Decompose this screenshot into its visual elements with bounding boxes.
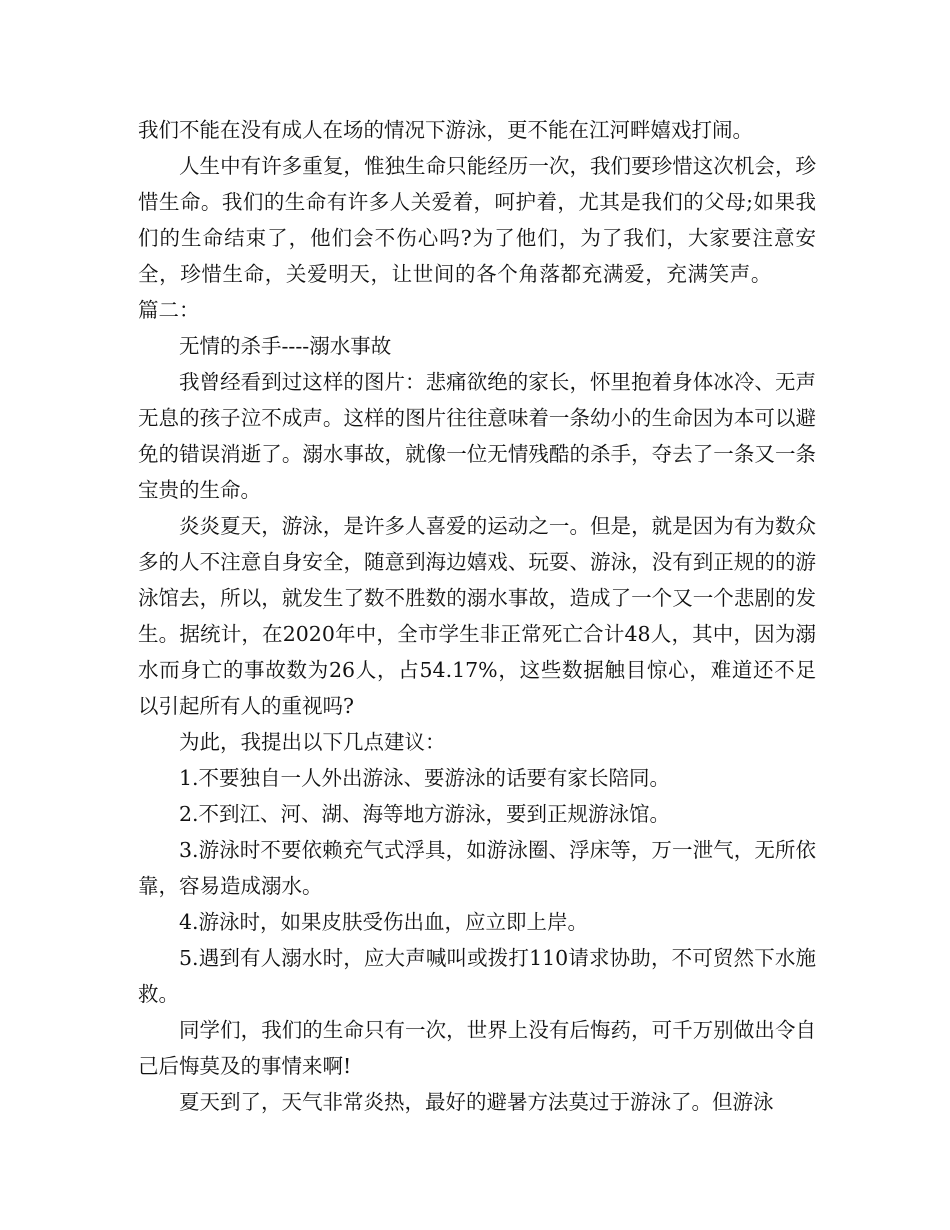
suggestion-item-2: 2.不到江、河、湖、海等地方游泳，要到正规游泳馆。 bbox=[179, 802, 671, 826]
paragraph-suggestions-intro: 为此，我提出以下几点建议： bbox=[179, 730, 446, 754]
section-label-part-two: 篇二： bbox=[138, 298, 200, 322]
suggestion-item-4: 4.游泳时，如果皮肤受伤出血，应立即上岸。 bbox=[179, 910, 589, 934]
paragraph-cherish-life-text: 人生中有许多重复，惟独生命只能经历一次，我们要珍惜这次机会，珍惜生命。我们的生命有许多人关爱着，呵护着，尤其是我们的父母;如果我们的生命结束了，他们会不伤心吗?为了他们，为了我们，大家要注意安全，珍惜生命，关爱明天，让世间的各个角落都充满爱，充满笑声。 bbox=[138, 154, 816, 286]
suggestion-item-3: 3.游泳时不要依赖充气式浮具，如游泳圈、浮床等，万一泄气，无所依靠，容易造成溺水。 bbox=[138, 838, 816, 898]
paragraph-classmates: 同学们，我们的生命只有一次，世界上没有后悔药，可千万别做出令自己后悔莫及的事情来啊! bbox=[138, 1018, 816, 1078]
document-body bbox=[138, 112, 816, 1120]
suggestion-item-1: 1.不要独自一人外出游泳、要游泳的话要有家长陪同。 bbox=[179, 766, 671, 790]
paragraph-cherish-life bbox=[138, 148, 816, 328]
paragraph-summer: 夏天到了，天气非常炎热，最好的避暑方法莫过于游泳了。但游泳 bbox=[179, 1090, 774, 1114]
paragraph-statistics: 炎炎夏天，游泳，是许多人喜爱的运动之一。但是，就是因为有为数众多的人不注意自身安全，随意到海边嬉戏、玩耍、游泳，没有到正规的的游泳馆去，所以，就发生了数不胜数的溺水事故，造成了一个又一个悲剧的发生。据统计，在2020年中，全市学生非正常死亡合计48人，其中，因为溺水而身亡的事故数为26人，占54.17%，这些数据触目惊心，难道还不足以引起所有人的重视吗? bbox=[138, 514, 816, 718]
paragraph-images: 我曾经看到过这样的图片：悲痛欲绝的家长，怀里抱着身体冰冷、无声无息的孩子泣不成声。这样的图片往往意味着一条幼小的生命因为本可以避免的错误消逝了。溺水事故，就像一位无情残酷的杀手，夺去了一条又一条宝贵的生命。 bbox=[138, 370, 816, 502]
paragraph-swimming-warning: 我们不能在没有成人在场的情况下游泳，更不能在江河畔嬉戏打闹。 bbox=[138, 118, 753, 142]
essay-title: 无情的杀手----溺水事故 bbox=[179, 334, 392, 358]
suggestion-item-5: 5.遇到有人溺水时，应大声喊叫或拨打110请求协助，不可贸然下水施救。 bbox=[138, 946, 816, 1006]
